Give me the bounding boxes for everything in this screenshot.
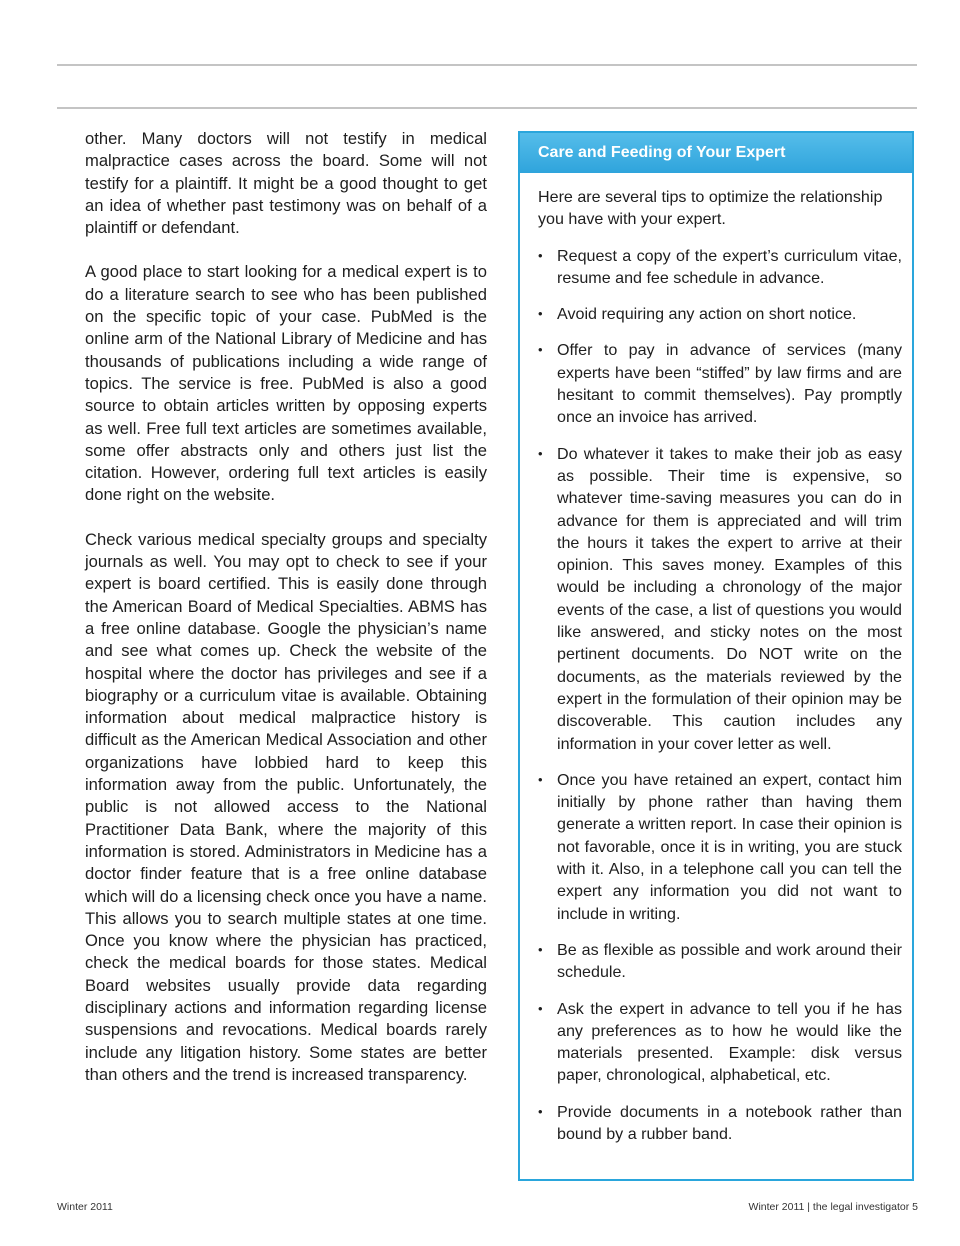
tip-item [538, 769, 902, 925]
footer-issue: Winter 2011 [57, 1201, 113, 1213]
tips-list [538, 245, 902, 1146]
tip-text: Request a copy of the expert’s curriculum vitae, resume and fee schedule in advance. [557, 246, 902, 287]
tip-text: Be as flexible as possible and work around their schedule. [557, 940, 902, 982]
main-column [85, 128, 487, 1108]
bullet-icon: • [538, 445, 543, 461]
tip-item [538, 939, 902, 984]
footer-page-info: Winter 2011 | the legal investigator 5 [748, 1201, 918, 1213]
bullet-icon: • [538, 941, 543, 957]
tip-text: Do whatever it takes to make their job as easy as possible. Their time is expensive, so whatever time-saving measures you can do in advance for them is appreciated and will trim the hours it takes the expert to arrive at their opinion. This saves money. Examples of this would be including a chronology of the major events of the case, a list of questions you would like answered, and sticky notes on the most pertinent documents. Do NOT write on the documents, as the materials reviewed by the expert in the formulation of their opinion may be discoverable. This caution includes any information in your cover letter as well. [557, 444, 902, 753]
body-paragraph: A good place to start looking for a medical expert is to do a literature search to see who has been published on the specific topic of your case. PubMed is the online arm of the National Library of Medicine and has thousands of publications including a wide range of topics. The service is free. PubMed is also a good source to obtain articles written by opposing experts as well. Free full text articles are sometimes available, some offer abstracts only and others just list the citation. However, ordering full text articles is easily done right on the website. [85, 262, 487, 505]
bullet-icon: • [538, 342, 543, 358]
bullet-icon: • [538, 771, 543, 787]
bullet-icon: • [538, 306, 543, 322]
tip-text: Ask the expert in advance to tell you if he has any preferences as to how he would like the materials presented. Example: disk versus paper, chronological, alphabetical, etc. [557, 999, 902, 1085]
body-paragraph: Check various medical specialty groups and specialty journals as well. You may opt to check to see if your expert is board certified. This is easily done through the American Board of Medical Specialties. ABMS has a free online database. Google the physician’s name and see what comes up. Check the website of the hospital where the doctor has privileges and see if a biography or a curriculum vitae is available. Obtaining information about medical malpractice history is difficult as the American Medical Association and other organizations have lobbied hard to keep this information away from the public. Unfortunately, the public is not allowed access to the National Practitioner Data Bank, where the majority of this information is stored. Administrators in Medicine has a doctor finder feature that is a free online database which will do a licensing check once you have a name. This allows you to search multiple states at one time. Once you know where the physician has practiced, check the medical boards for those states. Medical Board websites usually provide data regarding disciplinary actions and information regarding license suspensions and revocations. Medical boards rarely include any litigation history. Some states are better than others and the trend is increased transparency. [85, 529, 487, 1084]
tip-text: Once you have retained an expert, contact him initially by phone rather than having them generate a written report. In case their opinion is not favorable, once it is in writing, you are stuck with it. Also, in a telephone call you can tell the expert any information you did not want to include in writing. [557, 770, 902, 923]
tip-item [538, 303, 902, 325]
bullet-icon: • [538, 1103, 543, 1119]
tip-item [538, 443, 902, 755]
tip-item [538, 1101, 902, 1146]
tips-sidebar [518, 131, 914, 1181]
bullet-icon: • [538, 247, 543, 263]
tip-item [538, 339, 902, 428]
sidebar-body [520, 173, 912, 1145]
body-paragraph: other. Many doctors will not testify in medical malpractice cases across the board. Some will not testify for a plaintiff. It might be a good thought to get an idea of whether past testimony was on behalf of a plaintiff or defendant. [85, 129, 487, 238]
header-rule-top [57, 64, 917, 66]
tip-item [538, 998, 902, 1087]
tip-text: Provide documents in a notebook rather than bound by a rubber band. [557, 1102, 902, 1143]
bullet-icon: • [538, 1000, 543, 1016]
header-rule-bottom [57, 107, 917, 109]
tip-item [538, 245, 902, 290]
tip-text: Offer to pay in advance of services (many experts have been “stiffed” by law firms and are hesitant to commit themselves). Pay promptly once an invoice has arrived. [557, 341, 902, 427]
sidebar-intro: Here are several tips to optimize the relationship you have with your expert. [538, 188, 883, 229]
tip-text: Avoid requiring any action on short notice. [557, 305, 857, 324]
sidebar-title: Care and Feeding of Your Expert [520, 133, 912, 173]
